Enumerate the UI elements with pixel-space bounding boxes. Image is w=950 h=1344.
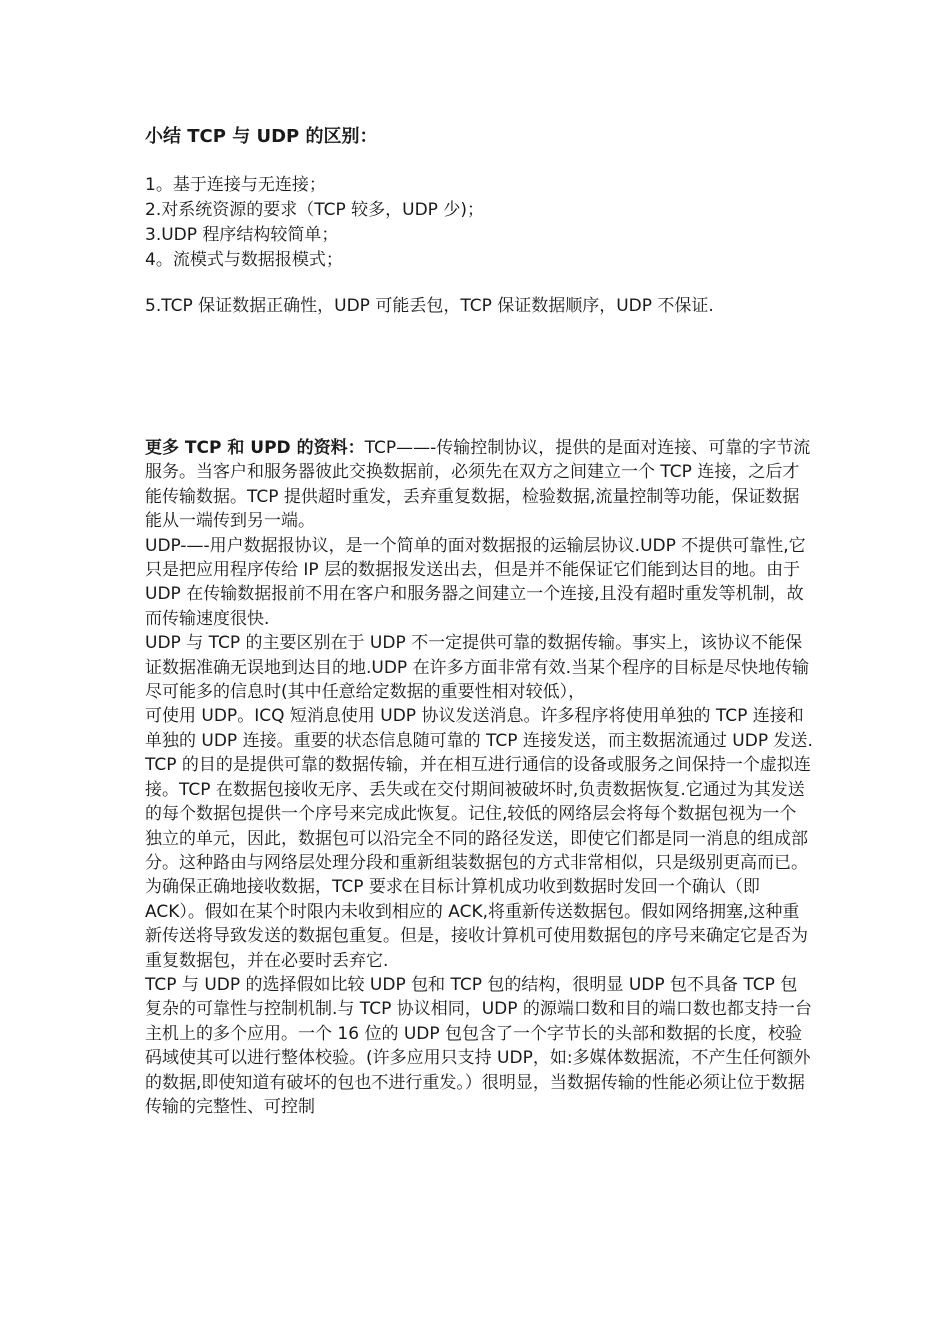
more-info-section <box>145 436 813 1119</box>
section-lead: 更多 TCP 和 UPD 的资料： <box>145 438 365 458</box>
paragraph: TCP 与 UDP 的选择假如比较 UDP 包和 TCP 包的结构，很明显 UDP 包不具备 TCP 包复杂的可靠性与控制机制.与 TCP 协议相同，UDP 的源端口数和目的端口数也都支持一台主机上的多个应用。一个 16 位的 UDP 包包含了一个字节长的头部和数据的长度，校验码域使其可以进行整体校验。(许多应用只支持 UDP，如:多媒体数据流，不产生任何额外的数据,即使知道有破坏的包也不进行重发。）很明显，当数据传输的性能必须让位于数据传输的完整性、可控制 <box>145 974 812 1117</box>
list-item: 4。流模式与数据报模式； <box>145 250 343 270</box>
list-item: 5.TCP 保证数据正确性，UDP 可能丢包，TCP 保证数据顺序，UDP 不保证. <box>145 296 714 316</box>
list-item: 2.对系统资源的要求（TCP 较多，UDP 少)； <box>145 200 484 220</box>
paragraph: 可使用 UDP。ICQ 短消息使用 UDP 协议发送消息。许多程序将使用单独的 TCP 连接和单独的 UDP 连接。重要的状态信息随可靠的 TCP 连接发送，而主数据流通过 UDP 发送. <box>145 706 813 751</box>
list-item: 3.UDP 程序结构较简单； <box>145 225 339 245</box>
paragraph <box>145 436 813 534</box>
paragraph-text: TCP——-传输控制协议，提供的是面对连接、可靠的字节流服务。当客户和服务器彼此交换数据前，必须先在双方之间建立一个 TCP 连接，之后才能传输数据。TCP 提供超时重发，丢弃重复数据，检验数据,流量控制等功能，保证数据能从一端传到另一端。 <box>145 438 811 532</box>
summary-list <box>145 173 484 273</box>
summary-heading: 小结 TCP 与 UDP 的区别： <box>145 126 378 147</box>
list-item: 1。基于连接与无连接； <box>145 175 326 195</box>
paragraph: UDP-—-用户数据报协议，是一个简单的面对数据报的运输层协议.UDP 不提供可靠性,它只是把应用程序传给 IP 层的数据报发送出去，但是并不能保证它们能到达目的地。由于 UDP 在传输数据报前不用在客户和服务器之间建立一个连接,且没有超时重发等机制，故而传输速度很快. <box>145 535 806 629</box>
paragraph: TCP 的目的是提供可靠的数据传输，并在相互进行通信的设备或服务之间保持一个虚拟连接。TCP 在数据包接收无序、丢失或在交付期间被破坏时,负责数据恢复.它通过为其发送的每个数据包提供一个序号来完成此恢复。记住,较低的网络层会将每个数据包视为一个独立的单元，因此，数据包可以沿完全不同的路径发送，即使它们都是同一消息的组成部分。这种路由与网络层处理分段和重新组装数据包的方式非常相似，只是级别更高而已。为确保正确地接收数据，TCP 要求在目标计算机成功收到数据时发回一个确认（即 ACK）。假如在某个时限内未收到相应的 ACK,将重新传送数据包。假如网络拥塞,这种重新传送将导致发送的数据包重复。但是，接收计算机可使用数据包的序号来确定它是否为重复数据包，并在必要时丢弃它. <box>145 755 811 971</box>
paragraph: UDP 与 TCP 的主要区别在于 UDP 不一定提供可靠的数据传输。事实上，该协议不能保证数据准确无误地到达目的地.UDP 在许多方面非常有效.当某个程序的目标是尽快地传输尽可能多的信息时(其中任意给定数据的重要性相对较低）， <box>145 633 809 703</box>
